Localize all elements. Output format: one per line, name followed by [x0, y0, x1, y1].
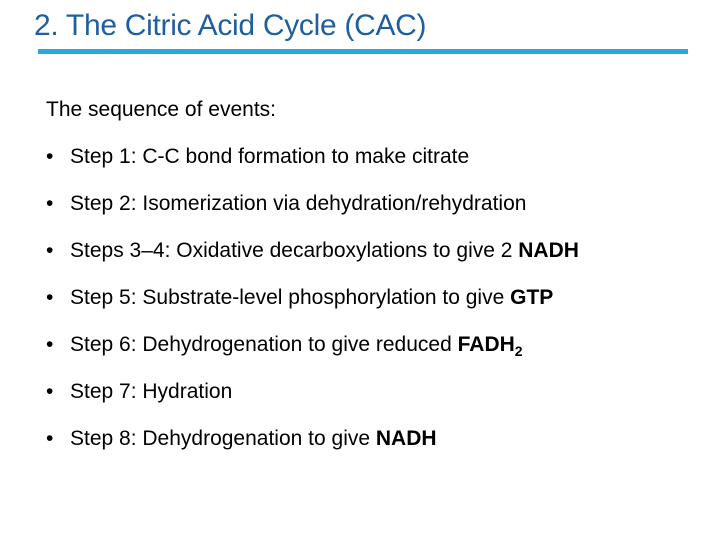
step-item-1 — [46, 143, 579, 190]
step-text: Step 2: Isomerization via dehydration/rehydration — [70, 192, 527, 215]
bullet-icon: • — [46, 380, 54, 403]
step-item-7 — [46, 378, 579, 425]
step-text: Step 1: C-C bond formation to make citrate — [70, 145, 470, 168]
step-text: Steps 3–4: Oxidative decarboxylations to give 2 — [70, 239, 519, 262]
bullet-icon: • — [46, 427, 54, 450]
step-text: Step 8: Dehydrogenation to give — [70, 427, 376, 450]
slide-title: 2. The Citric Acid Cycle (CAC) — [34, 9, 427, 42]
step-text: Step 7: Hydration — [70, 380, 233, 403]
step-text: Step 6: Dehydrogenation to give reduced — [70, 333, 458, 356]
bullet-icon: • — [46, 239, 54, 262]
steps-list — [46, 143, 579, 472]
step-product-subscript: 2 — [514, 343, 523, 360]
step-product: GTP — [510, 286, 554, 309]
step-product: NADH — [518, 239, 579, 262]
title-underline — [38, 49, 688, 54]
step-item-6 — [46, 331, 579, 378]
step-product: FADH — [457, 333, 515, 356]
step-item-8 — [46, 425, 579, 472]
step-text: Step 5: Substrate-level phosphorylation to give — [70, 286, 511, 309]
bullet-icon: • — [46, 192, 54, 215]
intro-text: The sequence of events: — [46, 98, 276, 121]
bullet-icon: • — [46, 333, 54, 356]
step-item-2 — [46, 190, 579, 237]
step-item-3-4 — [46, 237, 579, 284]
step-item-5 — [46, 284, 579, 331]
bullet-icon: • — [46, 145, 54, 168]
step-product: NADH — [375, 427, 437, 450]
bullet-icon: • — [46, 286, 54, 309]
